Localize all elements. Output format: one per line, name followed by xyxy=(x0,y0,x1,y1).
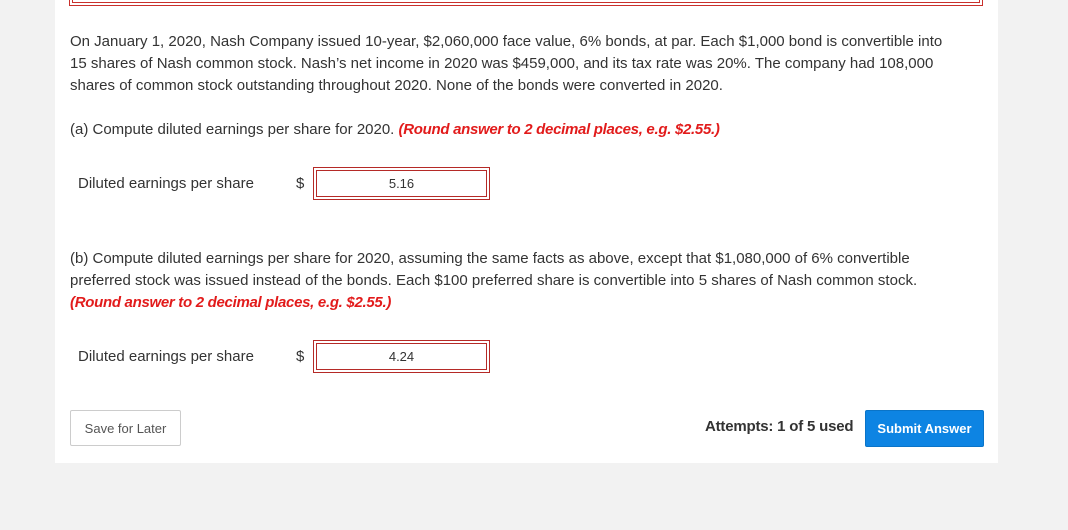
part-a-currency-symbol: $ xyxy=(296,175,305,192)
problem-statement: On January 1, 2020, Nash Company issued 10-year, $2,060,000 face value, 6% bonds, at par. Each $1,000 bond is convertible into 15 shares of Nash common stock. Nash’s net income in 2020 was $459,000, and its tax rate was 20%. The company had 108,000 shares of common stock outstanding throughout 2020. None of the bonds were converted in 2020. xyxy=(70,33,943,94)
part-a-answer-box xyxy=(313,167,490,200)
part-a-rounding-hint: (Round answer to 2 decimal places, e.g. $2.55.) xyxy=(398,121,720,138)
submit-answer-button[interactable]: Submit Answer xyxy=(865,410,984,447)
attempts-counter: Attempts: 1 of 5 used xyxy=(705,418,854,435)
part-b-rounding-hint: (Round answer to 2 decimal places, e.g. $2.55.) xyxy=(70,294,392,311)
part-a-question xyxy=(70,119,950,141)
save-for-later-button[interactable]: Save for Later xyxy=(70,410,181,446)
previous-answer-input[interactable] xyxy=(69,0,983,6)
part-b-answer-row xyxy=(78,340,518,374)
part-b-answer-input[interactable] xyxy=(316,343,487,370)
part-a-answer-input[interactable] xyxy=(316,170,487,197)
part-b-answer-box xyxy=(313,340,490,373)
part-a-answer-row xyxy=(78,167,518,201)
part-b-currency-symbol: $ xyxy=(296,348,305,365)
part-b-question xyxy=(70,248,950,314)
part-a-answer-label: Diluted earnings per share xyxy=(78,175,254,192)
question-card xyxy=(55,0,998,463)
part-b-prompt: (b) Compute diluted earnings per share for 2020, assuming the same facts as above, except that $1,080,000 of 6% convertible preferred stock was issued instead of the bonds. Each $100 preferred share is convertible into 5 shares of Nash common stock. xyxy=(70,250,918,289)
part-a-prompt: (a) Compute diluted earnings per share for 2020. xyxy=(70,121,395,138)
part-b-answer-label: Diluted earnings per share xyxy=(78,348,254,365)
